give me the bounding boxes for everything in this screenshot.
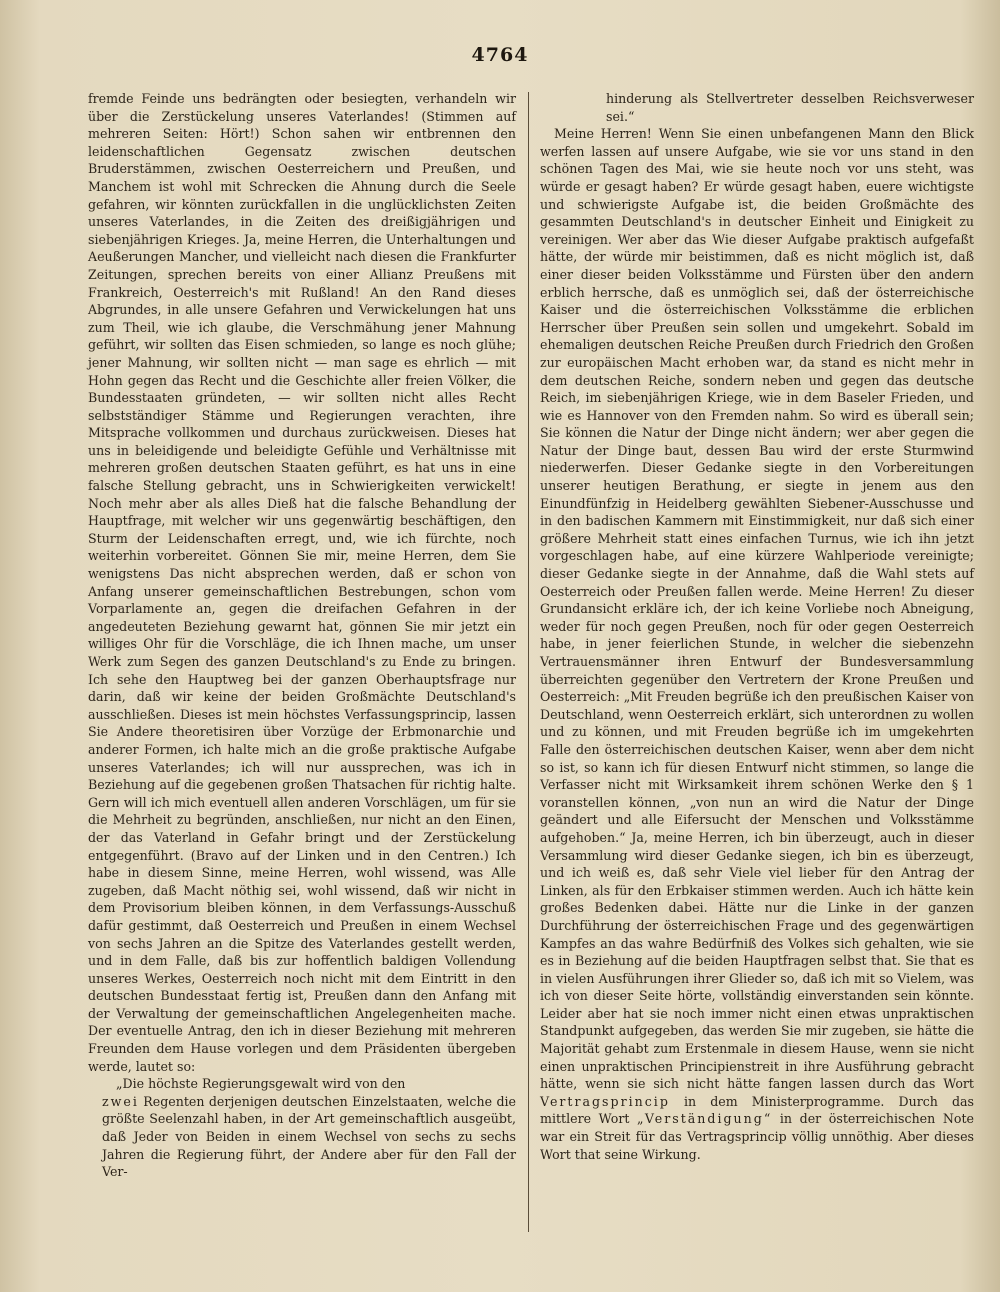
quote-rest: Regenten derjenigen deutschen Einzelstaaten, welche die größte Seelenzahl haben, in der Art gemeinschaftlich ausgeübt, daß Jeder von Beiden in einem Wechsel von sechs zu sechs Jahren die Regierung führt, der Andere aber für den Fall der Ver- [102, 1093, 516, 1180]
quote-continuation: hinderung als Stellvertreter desselben Reichsverweser sei.“ [606, 91, 974, 124]
page-number: 4764 [471, 44, 529, 66]
right-text-2: in dem Ministerprogramme. Durch das mittlere Wort [540, 1093, 974, 1127]
column-divider [528, 92, 529, 1232]
emphasis-verstaendigung: „Verständigung“ [637, 1111, 773, 1127]
motion-quote [88, 1075, 516, 1181]
quote-start: „Die höchste Regierungsgewalt wird von den [116, 1076, 406, 1092]
quote-emphasis: zwei [102, 1093, 139, 1109]
left-paragraph: fremde Feinde uns bedrängten oder besiegten, verhandeln wir über die Zerstückelung unseres Vaterlandes! (Stimmen auf mehreren Seiten: Hört!) Schon sahen wir entbrennen den leidenschaftlichen Gegensatz zwischen deutschen Bruderstämmen, zwischen Oesterreichern und Preußen, und Manchem ist wohl mit Schrecken die Ahnung durch die Seele gefahren, wir könnten zurückfallen in die unglücklichsten Zeiten unseres Vaterlandes, in die Zeiten des dreißigjährigen und siebenjährigen Krieges. Ja, meine Herren, die Unterhaltungen und Aeußerungen Mancher, und vielleicht nach diesen die Frankfurter Zeitungen, sprechen bereits von einer Allianz Preußens mit Frankreich, Oesterreich's mit Rußland! An den Rand dieses Abgrundes, in alle unsere Gefahren und Verwickelungen hat uns zum Theil, wie ich glaube, die Verschmähung jener Mahnung geführt, wir sollten das Eisen schmieden, so lange es noch glühe; jener Mahnung, wir sollten nicht — man sage es ehrlich — mit Hohn gegen das Recht und die Geschichte aller freien Völker, die Bundesstaaten gründeten, — wir sollten nicht alles Recht selbstständiger Stämme und Regierungen verachten, ihre Mitsprache vollkommen und durchaus zurückweisen. Dieses hat uns in beleidigende und beleidigte Gefühle und Verhältnisse mit mehreren großen deutschen Staaten geführt, es hat uns in eine falsche Stellung gebracht, uns in Schwierigkeiten verwickelt! Noch mehr aber als alles Dieß hat die falsche Behandlung der Hauptfrage, mit welcher wir uns gegenwärtig beschäftigen, den Sturm der Leidenschaften erregt, und, wie ich fürchte, noch weiterhin vorbereitet. Gönnen Sie mir, meine Herren, dem Sie wenigstens Das nicht absprechen werden, daß er schon von Anfang unserer gemeinschaftlichen Bestrebungen, schon vom Vorparlamente an, gegen die dreifachen Gefahren in der angedeuteten Beziehung gewarnt hat, gönnen Sie mir jetzt ein williges Ohr für die Vorschläge, die ich Ihnen mache, um unser Werk zum Segen des ganzen Deutschland's zu Ende zu bringen. Ich sehe den Hauptweg bei der ganzen Oberhauptsfrage nur darin, daß wir keine der beiden Großmächte Deutschland's ausschließen. Dieses ist mein höchstes Verfassungsprincip, lassen Sie Andere theoretisiren über Vorzüge der Erbmonarchie und anderer Formen, ich halte mich an die große praktische Aufgabe unseres Vaterlandes; ich will nur aussprechen, was ich in Beziehung auf die gegebenen großen Thatsachen für richtig halte. Gern will ich mich eventuell allen anderen Vorschlägen, um für sie die Mehrheit zu begründen, anschließen, nur nicht an den Einen, der das Vaterland in Gefahr bringt und der Zerstückelung entgegenführt. (Bravo auf der Linken und in den Centren.) Ich habe in diesem Sinne, meine Herren, wohl wissend, was Alle zugeben, daß Macht nöthig sei, wohl wissend, daß wir nicht in dem Provisorium bleiben können, in dem Verfassungs-Ausschuß dafür gestimmt, daß Oesterreich und Preußen in einem Wechsel von sechs Jahren an die Spitze des Vaterlandes gestellt werden, und in dem Falle, daß bis zur hoffentlich baldigen Vollendung unseres Werkes, Oesterreich noch nicht mit dem Eintritt in den deutschen Bundesstaat fertig ist, Preußen dann den Anfang mit der Verwaltung der gemeinschaftlichen Angelegenheiten mache. Der eventuelle Antrag, den ich in dieser Beziehung mit mehreren Freunden dem Hause vorlegen und dem Präsidenten übergeben werde, lautet so: [88, 91, 516, 1074]
right-text-1: Meine Herren! Wenn Sie einen unbefangenen Mann den Blick werfen lassen auf unsere Aufgabe, wie sie vor uns stand in den schönen Tagen des Mai, wie sie heute noch vor uns steht, was würde er gesagt haben? Er würde gesagt haben, euere wichtigste und schwierigste Aufgabe ist, die beiden Großmächte des gesammten Deutschland's in deutscher Einheit und Einigkeit zu vereinigen. Wer aber das Wie dieser Aufgabe praktisch aufgefaßt hätte, der würde mir beistimmen, daß es nicht möglich ist, daß einer dieser beiden Volksstämme und Fürsten über den andern erblich herrsche, daß es unmöglich sei, daß der österreichische Kaiser und die österreichischen Volksstämme die erblichen Herrscher über Preußen sein sollen und umgekehrt. Sobald im ehemaligen deutschen Reiche Preußen durch Friedrich den Großen zur europäischen Macht erhoben war, da stand es nicht mehr in dem deutschen Reiche, sondern neben und gegen das deutsche Reich, im siebenjährigen Kriege, wie in dem Baseler Frieden, und wie es Hannover von den Fremden nahm. So wird es überall sein; Sie können die Natur der Dinge nicht ändern; wer aber gegen die Natur der Dinge baut, dessen Bau wird der erste Sturmwind niederwerfen. Dieser Gedanke siegte in den Vorbereitungen unserer heutigen Berathung, er siegte in jenem aus den Einundfünfzig in Heidelberg gewählten Siebener-Ausschusse und in den badischen Kammern mit Einstimmigkeit, nur daß sich einer größere Mehrheit statt eines einfachen Turnus, wie ich ihn jetzt vorgeschlagen habe, auf eine kürzere Wahlperiode vereinigte; dieser Gedanke siegte in der Annahme, daß die Wahl stets auf Oesterreich oder Preußen fallen werde. Meine Herren! Zu dieser Grundansicht erkläre ich, der ich keine Vorliebe noch Abneigung, weder für noch gegen Preußen, noch für oder gegen Oesterreich habe, in jener feierlichen Stunde, in welcher die siebenzehn Vertrauensmänner ihren Entwurf der Bundesversammlung überreichten gegenüber den Vertretern der Krone Preußen und Oesterreich: „Mit Freuden begrüße ich den preußischen Kaiser von Deutschland, wenn Oesterreich erklärt, sich unterordnen zu wollen und zu können, und mit Freuden begrüße ich im umgekehrten Falle den österreichischen deutschen Kaiser, wenn aber dem nicht so ist, so kann ich für diesen Entwurf nicht stimmen, so lange die Verfasser nicht mit Wirksamkeit ihrem schönen Werke den § 1 voranstellen können, „von nun an wird die Natur der Dinge geändert und alle Eifersucht der Menschen und Volksstämme aufgehoben.“ Ja, meine Herren, ich bin überzeugt, auch in dieser Versammlung wird dieser Gedanke siegen, ich bin es überzeugt, und ich weiß es, daß sehr Viele viel lieber für den Antrag der Linken, als für den Erbkaiser stimmen werden. Auch ich hätte kein großes Bedenken dabei. Hätte nur die Linke in der ganzen Durchführung der österreichischen Frage und des gegenwärtigen Kampfes an das wahre Bedürfniß des Volkes sich gehalten, wie sie es in Beziehung auf die beiden Hauptfragen selbst that. Sie that es in vielen Ausführungen ihrer Glieder so, daß ich mit so Vielem, was ich von dieser Seite hörte, vollständig einverstanden sein könnte. Leider aber hat sie noch immer nicht einen etwas unpraktischen Standpunkt aufgegeben, das werden Sie mir zugeben, sie hätte die Majorität gehabt zum Erstenmale in diesem Hause, wenn sie nicht einen unpraktischen Principienstreit in ihre Ausführung gebracht hätte, wenn sie sich nicht hätte fangen lassen durch das Wort [540, 126, 974, 1092]
right-text-3: in der österreichischen Note war ein Streit für das Vertragsprincip völlig unnöthig. Aber dieses Wort that seine Wirkung. [540, 1111, 974, 1162]
right-column [540, 90, 974, 1163]
emphasis-vertragsprincip: Vertragsprincip [540, 1093, 670, 1109]
right-paragraph [540, 125, 974, 1163]
left-column [88, 90, 516, 1181]
